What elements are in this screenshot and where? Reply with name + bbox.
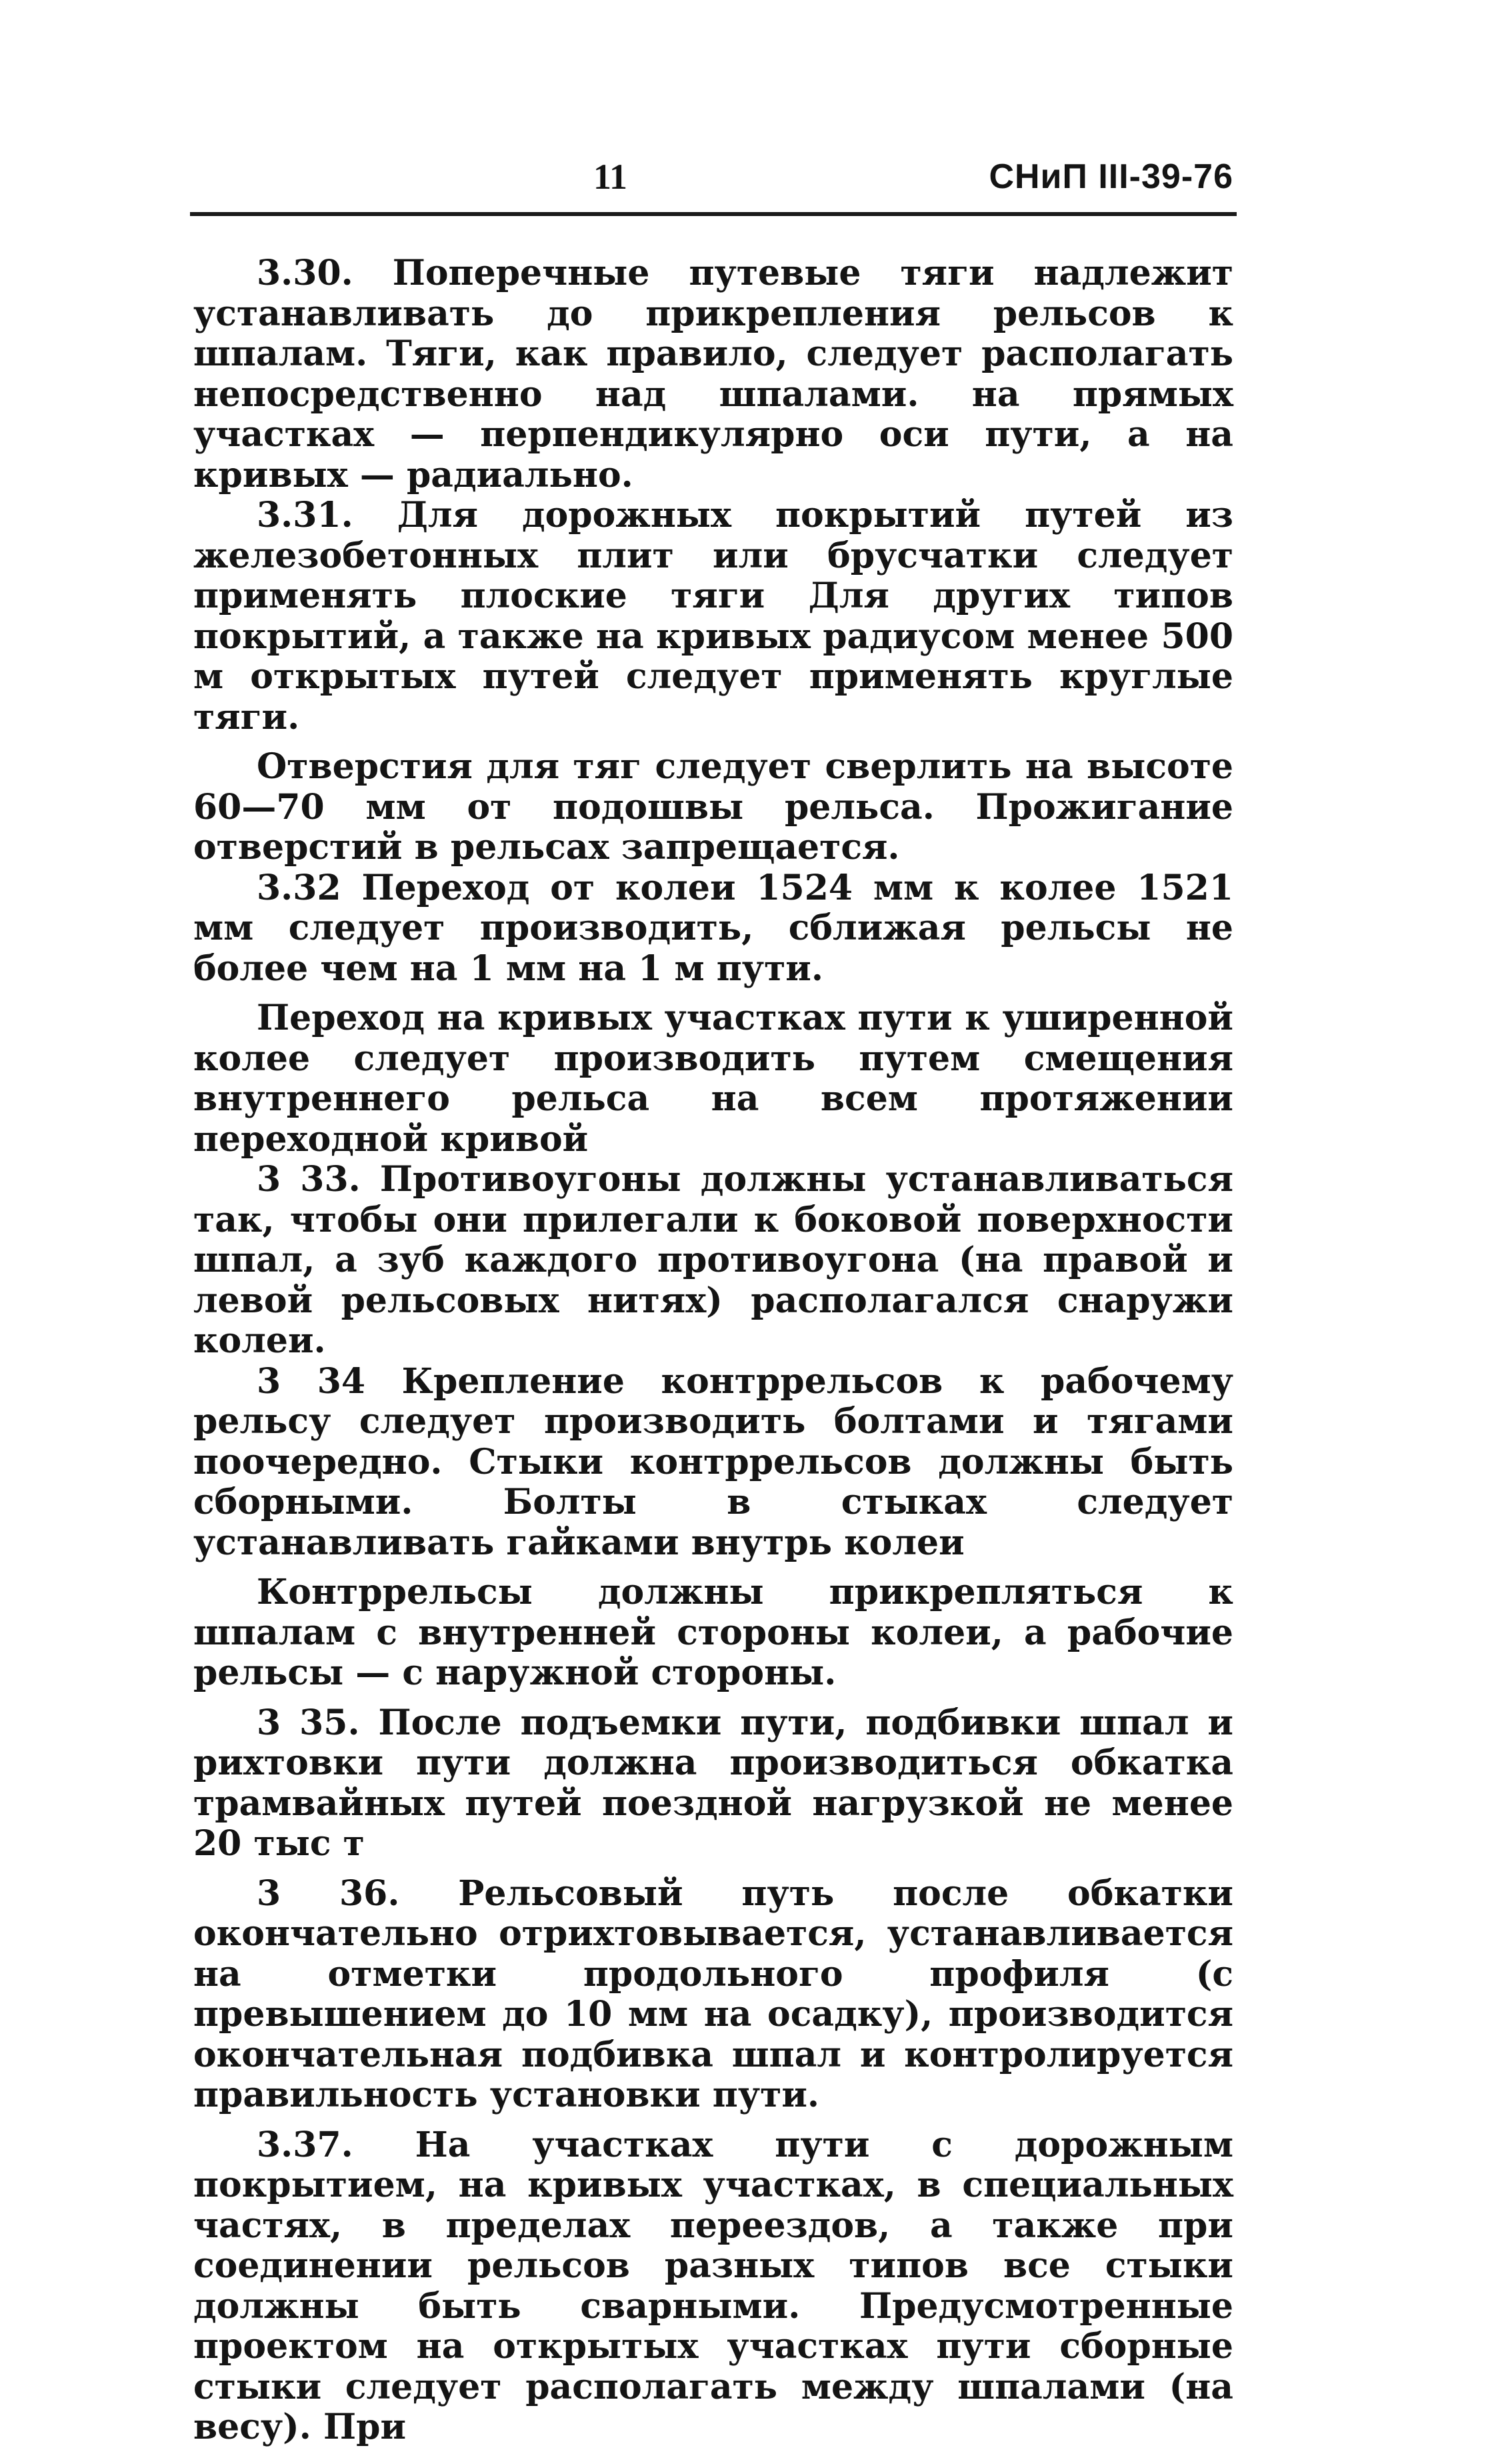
paragraph-3-33: 3 33. Противоугоны должны устанавливаться так, чтобы они прилегали к боковой поверхности шпал, а зуб каждого противоугона (на правой и левой рельсовых нитях) располагался снаружи колеи.: [193, 1159, 1233, 1361]
document-body: [193, 253, 1233, 2448]
paragraph-3-34-continued: Контррельсы должны прикрепляться к шпалам с внутренней стороны колеи, а рабочие рельсы — с наружной стороны.: [193, 1572, 1233, 1693]
document-code: СНиП III-39-76: [989, 157, 1233, 196]
paragraph-3-32-continued: Переход на кривых участках пути к уширенной колее следует производить путем смещения внутреннего рельса на всем протяжении переходной кривой: [193, 998, 1233, 1160]
paragraph-3-35: 3 35. После подъемки пути, подбивки шпал и рихтовки пути должна производиться обкатка трамвайных путей поездной нагрузкой не менее 20 тыс т: [193, 1702, 1233, 1864]
paragraph-3-31-continued: Отверстия для тяг следует сверлить на высоте 60—70 мм от подошвы рельса. Прожигание отверстий в рельсах запрещается.: [193, 746, 1233, 868]
header-divider: [190, 212, 1237, 216]
paragraph-3-30: 3.30. Поперечные путевые тяги надлежит устанавливать до прикрепления рельсов к шпалам. Тяги, как правило, следует располагать непосредственно над шпалами. на прямых участках — перпендикулярно оси пути, а на кривых — радиально.: [193, 253, 1233, 495]
page-number: 11: [593, 157, 628, 197]
paragraph-3-31: 3.31. Для дорожных покрытий путей из железобетонных плит или брусчатки следует применять плоские тяги Для других типов покрытий, а также на кривых радиусом менее 500 м открытых путей следует применять круглые тяги.: [193, 495, 1233, 738]
paragraph-3-34: 3 34 Крепление контррельсов к рабочему рельсу следует производить болтами и тягами поочередно. Стыки контррельсов должны быть сборными. Болты в стыках следует устанавливать гайками внутрь колеи: [193, 1360, 1233, 1563]
paragraph-3-37: 3.37. На участках пути с дорожным покрытием, на кривых участках, в специальных частях, в пределах переездов, а также при соединении рельсов разных типов все стыки должны быть сварными. Предусмотренные проектом на открытых участках пути сборные стыки следует располагать между шпалами (на весу). При: [193, 2124, 1233, 2447]
page-header: [193, 150, 1233, 210]
paragraph-3-32: 3.32 Переход от колеи 1524 мм к колее 1521 мм следует производить, сближая рельсы не более чем на 1 мм на 1 м пути.: [193, 867, 1233, 989]
paragraph-3-36: 3 36. Рельсовый путь после обкатки окончательно отрихтовывается, устанавливается на отметки продольного профиля (с превышением до 10 мм на осадку), производится окончательная подбивка шпал и контролируется правильность установки пути.: [193, 1873, 1233, 2115]
